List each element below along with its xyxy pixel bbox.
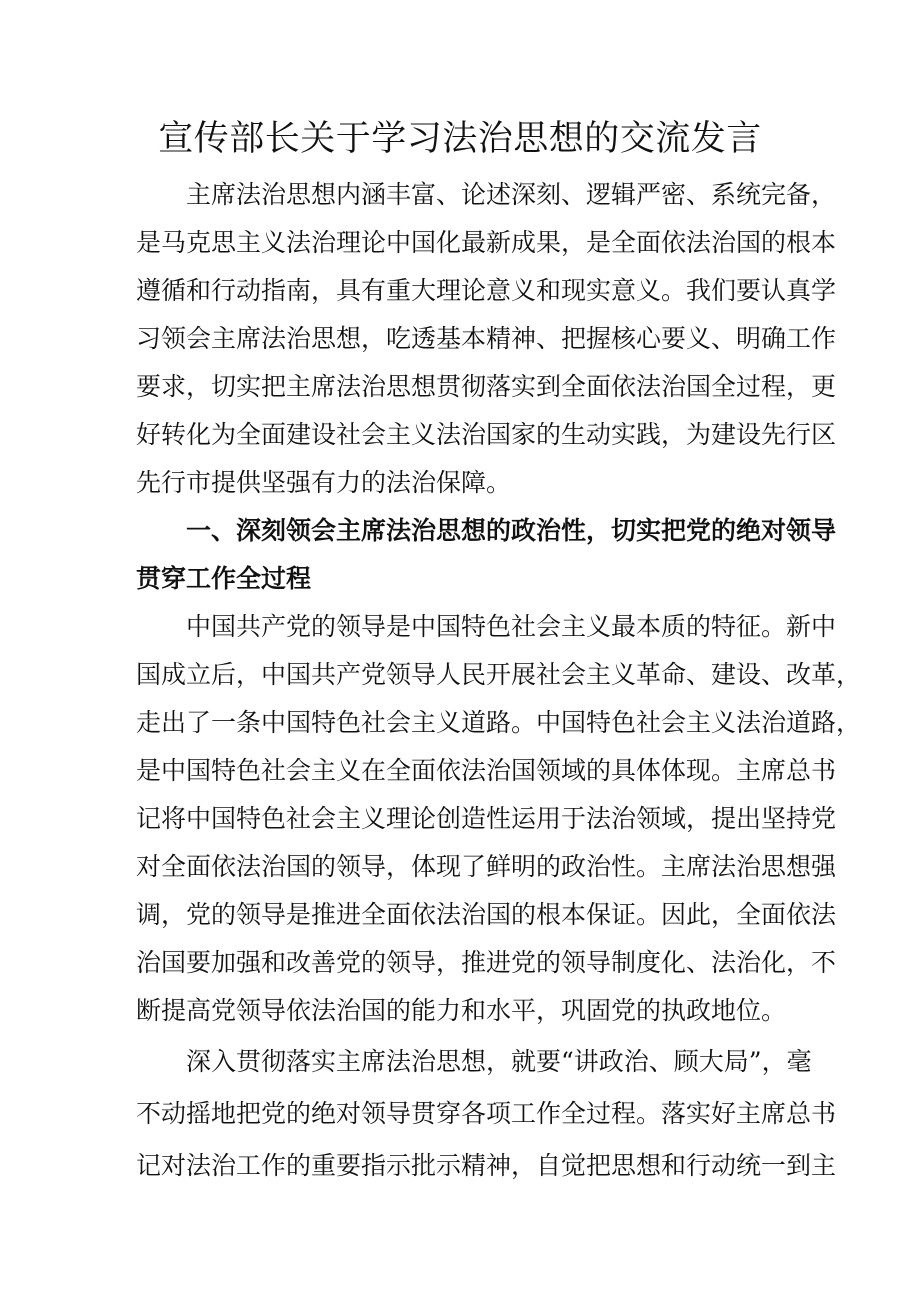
intro-line: 先行市提供坚强有力的法治保障。 bbox=[136, 468, 512, 497]
intro-line: 习领会主席法治思想，吃透基本精神、把握核心要义、明确工作 bbox=[136, 324, 837, 353]
intro-line: 遵循和行动指南，具有重大理论意义和现实意义。我们要认真学 bbox=[136, 276, 837, 305]
paragraph-line: 中国共产党的领导是中国特色社会主义最本质的特征。新中 bbox=[186, 612, 837, 641]
paragraph-line: 记对法治工作的重要指示批示精神，自觉把思想和行动统一到主 bbox=[136, 1151, 837, 1180]
section-heading-line: 贯穿工作全过程 bbox=[136, 564, 312, 593]
paragraph-line: 断提高党领导依法治国的能力和水平，巩固党的执政地位。 bbox=[136, 996, 787, 1025]
paragraph-line: 国成立后，中国共产党领导人民开展社会主义革命、建设、改革， bbox=[136, 660, 862, 689]
paragraph-line: 是中国特色社会主义在全面依法治国领域的具体体现。主席总书 bbox=[136, 756, 837, 785]
section-heading-line: 一、深刻领会主席法治思想的政治性，切实把党的绝对领导 bbox=[186, 516, 837, 545]
document-title: 宣传部长关于学习法治思想的交流发言 bbox=[158, 119, 762, 159]
paragraph-line: 对全面依法治国的领导，体现了鲜明的政治性。主席法治思想强 bbox=[136, 852, 837, 881]
intro-line: 好转化为全面建设社会主义法治国家的生动实践，为建设先行区 bbox=[136, 420, 837, 449]
intro-line: 要求，切实把主席法治思想贯彻落实到全面依法治国全过程，更 bbox=[136, 372, 837, 401]
paragraph-line: 调，党的领导是推进全面依法治国的根本保证。因此，全面依法 bbox=[136, 900, 837, 929]
intro-line: 是马克思主义法治理论中国化最新成果，是全面依法治国的根本 bbox=[136, 228, 837, 257]
intro-line: 主席法治思想内涵丰富、论述深刻、逻辑严密、系统完备， bbox=[186, 180, 837, 209]
paragraph-line: 记将中国特色社会主义理论创造性运用于法治领域，提出坚持党 bbox=[136, 804, 837, 833]
paragraph-line: 治国要加强和改善党的领导，推进党的领导制度化、法治化，不 bbox=[136, 948, 837, 977]
paragraph-line: 不动摇地把党的绝对领导贯穿各项工作全过程。落实好主席总书 bbox=[136, 1099, 837, 1128]
paragraph-line: 深入贯彻落实主席法治思想，就要“讲政治、顾大局”，毫 bbox=[186, 1047, 812, 1076]
paragraph-line: 走出了一条中国特色社会主义道路。中国特色社会主义法治道路， bbox=[136, 708, 862, 737]
